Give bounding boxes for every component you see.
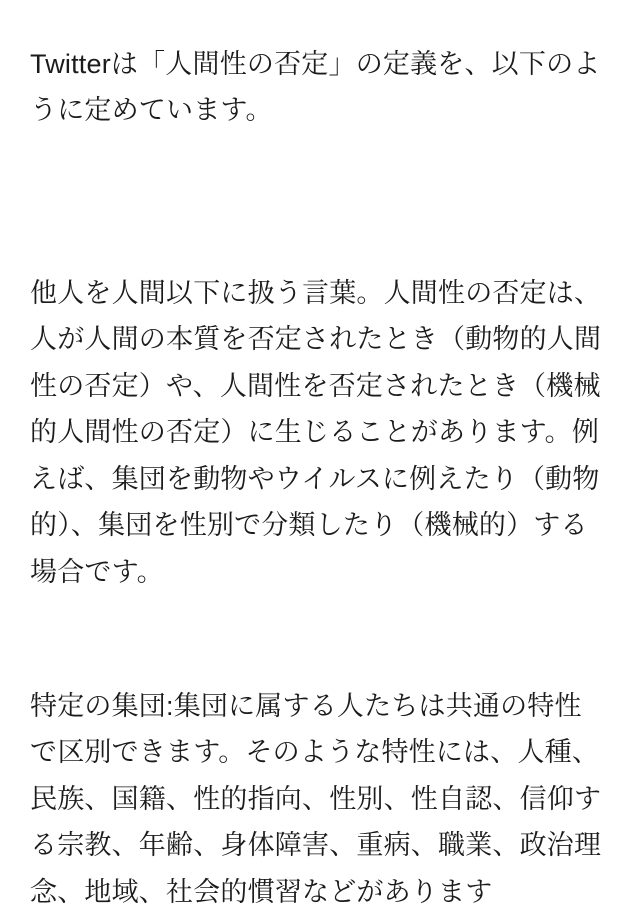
paragraph-spacer-large (30, 161, 604, 243)
paragraph-intro: Twitterは「人間性の否定」の定義を、以下のように定めています。 (30, 49, 601, 126)
paragraph-definition: 他人を人間以下に扱う言葉。人間性の否定は、人が人間の本質を否定されたとき（動物的人間性の否定）や、人間性を否定されたとき（機械的人間性の否定）に生じることがあります。例えば、集団を動物やウイルスに例えたり（動物的）、集団を性別で分類したり（機械的）する場合です。 (30, 277, 602, 587)
paragraph-spacer-small (30, 622, 604, 656)
paragraph-protected-groups: 特定の集団:集団に属する人たちは共通の特性で区別できます。そのような特性には、人種、民族、国籍、性的指向、性別、性自認、信仰する宗教、年齢、身体障害、重病、職業、政治理念、地域、社会的慣習などがあります (30, 690, 602, 907)
